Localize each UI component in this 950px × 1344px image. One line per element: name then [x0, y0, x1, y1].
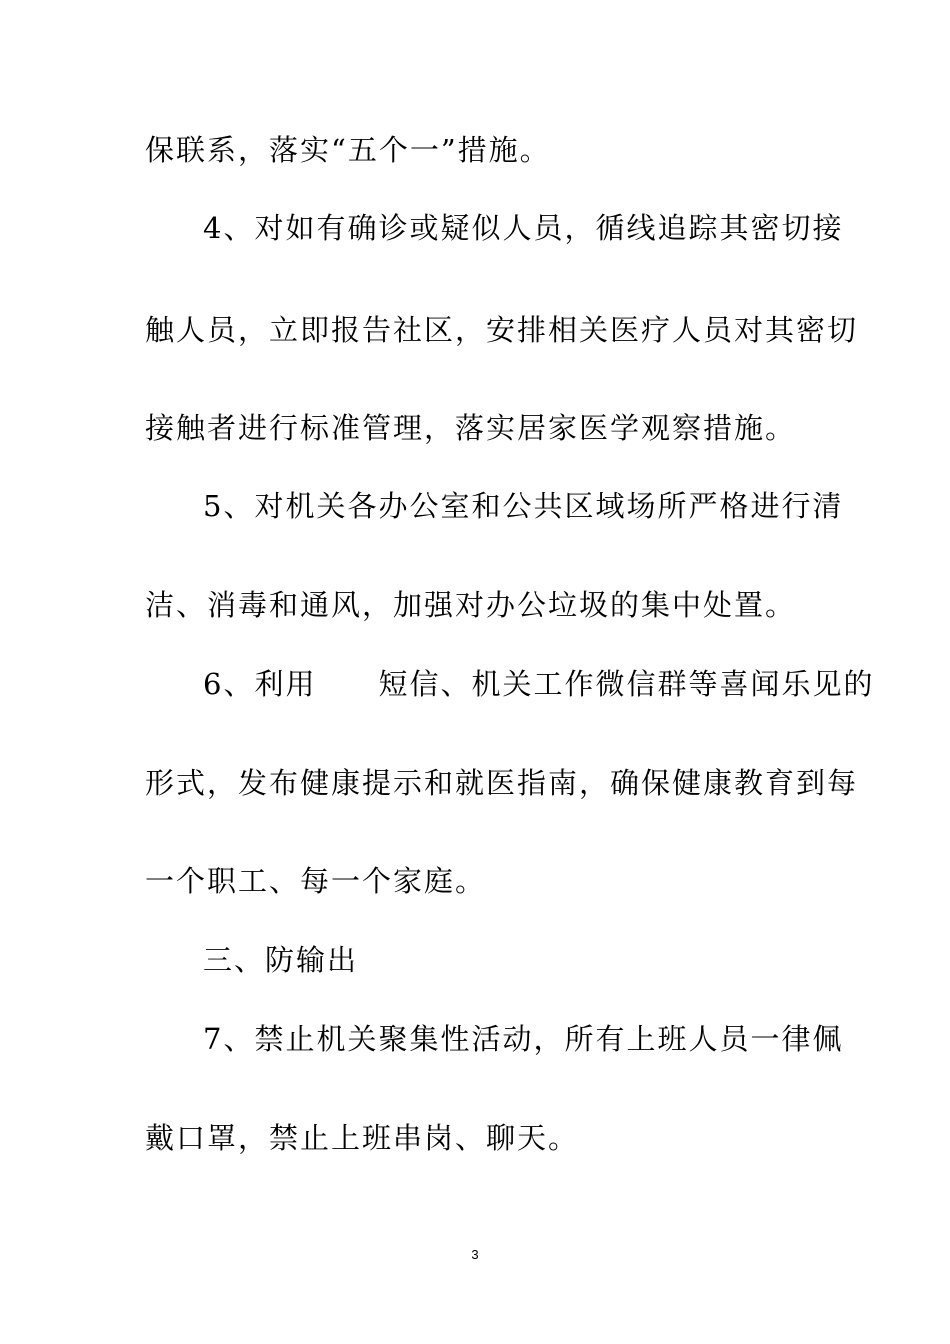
section-heading: 三、防输出 — [203, 943, 359, 977]
text-line: 一个职工、每一个家庭。 — [145, 864, 487, 898]
text-line: 保联系，落实“五个一”措施。 — [145, 133, 551, 167]
text-line: 4、对如有确诊或疑似人员，循线追踪其密切接 — [203, 211, 844, 245]
text-line: 7、禁止机关聚集性活动，所有上班人员一律佩 — [203, 1022, 844, 1056]
text-line: 触人员，立即报告社区，安排相关医疗人员对其密切 — [145, 313, 859, 347]
text-line: 接触者进行标准管理，落实居家医学观察措施。 — [145, 411, 797, 445]
text-line: 戴口罩，禁止上班串岗、聊天。 — [145, 1121, 580, 1155]
page-number: 3 — [471, 1247, 479, 1262]
text-line: 形式，发布健康提示和就医指南，确保健康教育到每 — [145, 766, 859, 800]
text-line: 6、利用 短信、机关工作微信群等喜闻乐见的 — [203, 667, 875, 701]
text-line: 5、对机关各办公室和公共区域场所严格进行清 — [203, 489, 844, 523]
text-line: 洁、消毒和通风，加强对办公垃圾的集中处置。 — [145, 588, 797, 622]
